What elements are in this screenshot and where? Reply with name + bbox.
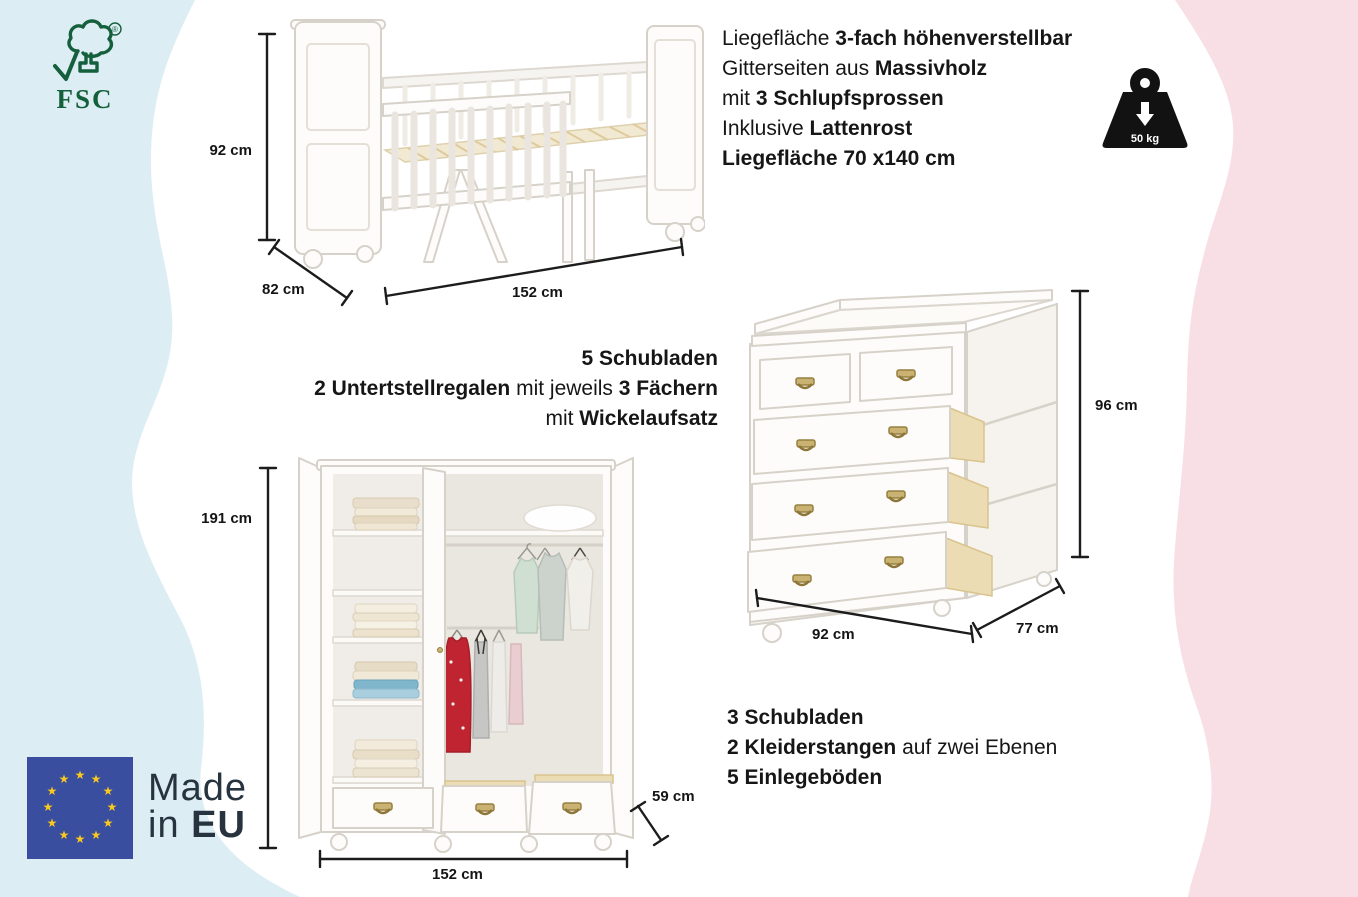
feature-line: mit 3 Schlupfsprossen — [722, 87, 944, 110]
feature-line: Liegefläche 70 x140 cm — [722, 147, 956, 170]
crib-height-label: 92 cm — [209, 142, 252, 159]
eu-star-icon: ★ — [74, 832, 86, 846]
weight-ring-icon — [1135, 73, 1155, 93]
feature-line: Inklusive Lattenrost — [722, 117, 913, 140]
pillow — [524, 505, 596, 531]
changing-dresser-image — [722, 280, 1072, 645]
feature-line: Liegefläche 3-fach höhenverstellbar — [722, 27, 1073, 50]
feature-line: 5 Einlegeböden — [727, 766, 883, 789]
crib-width-label: 152 cm — [512, 284, 563, 301]
feature-line: 2 Kleiderstangen auf zwei Ebenen — [727, 736, 1058, 759]
feature-line: 2 Untertstellregalen mit jeweils 3 Fächern — [314, 377, 718, 400]
eu-star-icon: ★ — [46, 816, 58, 830]
made-in-line1: Made — [148, 767, 248, 809]
eu-star-icon: ★ — [58, 828, 70, 842]
dresser-width-label: 92 cm — [812, 626, 855, 643]
crib-right-headboard — [647, 26, 705, 241]
fsc-registered-mark: ® — [112, 25, 118, 34]
made-in-eu-label — [148, 767, 248, 846]
wardrobe-width-label: 152 cm — [432, 866, 483, 883]
feature-line: 3 Schubladen — [727, 706, 864, 729]
fsc-check-icon — [55, 52, 77, 79]
eu-star-icon: ★ — [102, 816, 114, 830]
crib-features — [722, 24, 1072, 174]
eu-star-icon: ★ — [58, 772, 70, 786]
crib-left-headboard — [291, 20, 385, 268]
right-wave-shape — [1174, 0, 1358, 897]
eu-star-icon: ★ — [46, 784, 58, 798]
eu-flag — [27, 757, 133, 859]
weight-label: 50 kg — [1130, 133, 1160, 145]
dresser-depth-label: 77 cm — [1016, 620, 1059, 637]
wardrobe-features — [727, 703, 1057, 793]
wardrobe-middle-door — [423, 468, 445, 834]
feature-line: mit Wickelaufsatz — [545, 407, 718, 430]
eu-star-icon: ★ — [102, 784, 114, 798]
wardrobe-left-door — [299, 458, 321, 838]
made-in-line2: in EU — [148, 804, 246, 846]
wardrobe-right-door — [611, 458, 633, 838]
crib-depth-label: 82 cm — [262, 281, 305, 298]
feature-line: Gitterseiten aus Massivholz — [722, 57, 987, 80]
weight-badge — [1100, 62, 1190, 154]
dresser-height-label: 96 cm — [1095, 397, 1138, 414]
eu-star-icon: ★ — [42, 800, 54, 814]
wardrobe-depth-label: 59 cm — [652, 788, 695, 805]
fsc-label: FSC — [56, 84, 114, 113]
eu-star-icon: ★ — [106, 800, 118, 814]
eu-star-icon: ★ — [74, 768, 86, 782]
eu-star-icon: ★ — [90, 772, 102, 786]
feature-line: 5 Schubladen — [581, 347, 718, 370]
crib-image — [255, 12, 705, 270]
wardrobe-height-label: 191 cm — [201, 510, 252, 527]
wardrobe-image — [293, 452, 638, 877]
fsc-logo — [45, 18, 123, 113]
eu-star-icon: ★ — [90, 828, 102, 842]
weight-arrow-icon — [1141, 102, 1149, 114]
fsc-tree-icon — [69, 21, 111, 56]
dresser-features — [150, 344, 718, 434]
